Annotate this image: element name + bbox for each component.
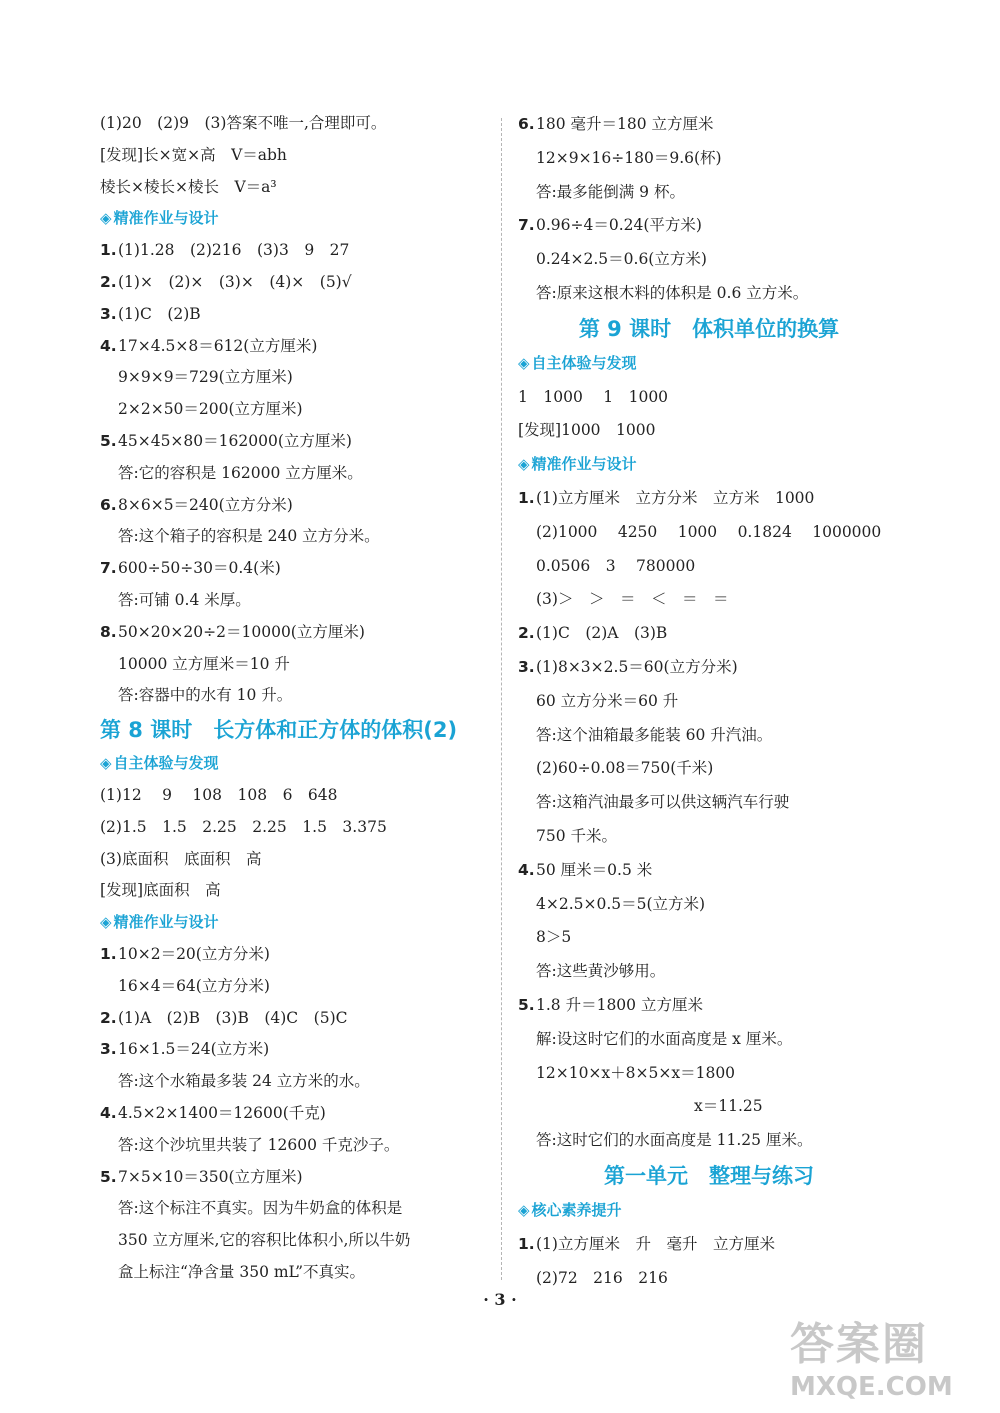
answer-item (100, 426, 495, 458)
item-text: (1)× (2)× (3)× (4)× (5)√ (118, 272, 352, 291)
right-column (518, 108, 900, 1295)
item-number: 2. (100, 272, 117, 291)
left-column (100, 108, 495, 1289)
answer-line: 答:原来这根木料的体积是 0.6 立方米。 (536, 283, 809, 302)
item-number: 7. (100, 559, 117, 578)
answer-line: x＝11.25 (694, 1097, 763, 1116)
page-number: · 3 · (483, 1290, 517, 1309)
item-number: 2. (518, 624, 535, 643)
item-text: 7×5×10＝350(立方厘米) (118, 1167, 303, 1186)
watermark-title: 答案圈 (790, 1319, 928, 1370)
answer-line: 盒上标注“净含量 350 mL”不真实。 (118, 1262, 366, 1281)
answer-item (100, 553, 495, 585)
item-text: 1.8 升＝1800 立方厘米 (536, 995, 703, 1014)
diamond-icon: ◈ (100, 754, 112, 773)
answer-item (100, 1003, 495, 1035)
answer-line: 1 1000 1 1000 (518, 387, 669, 406)
lesson-heading: 第 8 课时 长方体和正方体的体积(2) (100, 718, 458, 743)
answer-line: 答:它的容积是 162000 立方厘米。 (118, 463, 363, 482)
answer-item (518, 209, 900, 243)
item-text: 10×2＝20(立方分米) (118, 944, 270, 963)
section-title: 自主体验与发现 (531, 353, 637, 372)
answer-line: 答:这个箱子的容积是 240 立方分米。 (118, 527, 380, 546)
answer-line: 2×2×50＝200(立方厘米) (118, 400, 303, 419)
item-number: 6. (518, 115, 535, 133)
item-number: 6. (100, 495, 117, 514)
item-text: 600÷50÷30＝0.4(米) (118, 559, 281, 578)
answer-line: (2)60÷0.08＝750(千米) (536, 759, 714, 778)
answer-line: 8＞5 (536, 928, 572, 947)
lesson-heading: 第 9 课时 体积单位的换算 (578, 316, 840, 341)
answer-item (100, 267, 495, 299)
section-heading (518, 448, 900, 482)
section-title: 精准作业与设计 (113, 209, 219, 228)
diamond-icon: ◈ (518, 353, 530, 372)
watermark-logo (790, 1318, 990, 1408)
answer-item (100, 617, 495, 649)
answer-line: 10000 立方厘米＝10 升 (118, 654, 290, 673)
answer-item (100, 1098, 495, 1130)
item-text: 8×6×5＝240(立方分米) (118, 495, 293, 514)
answer-line: 答:容器中的水有 10 升。 (118, 686, 293, 705)
item-text: (1)1.28 (2)216 (3)3 9 27 (118, 241, 350, 260)
item-text: 50 厘米＝0.5 米 (536, 860, 653, 879)
section-heading (100, 748, 495, 780)
diamond-icon: ◈ (518, 1200, 530, 1219)
diamond-icon: ◈ (100, 913, 112, 932)
answer-line: [发现]底面积 高 (100, 881, 221, 900)
answer-item (100, 1162, 495, 1194)
item-text: 16×1.5＝24(立方米) (118, 1040, 270, 1059)
section-title: 自主体验与发现 (113, 754, 219, 773)
answer-line: 答:这时它们的水面高度是 11.25 厘米。 (536, 1131, 813, 1150)
section-title: 核心素养提升 (531, 1200, 622, 1219)
answer-line: (2)1.5 1.5 2.25 2.25 1.5 3.375 (100, 817, 387, 836)
item-text: (1)C (2)B (118, 304, 201, 323)
answer-item (100, 490, 495, 522)
answer-item (518, 854, 900, 888)
answer-item (518, 617, 900, 651)
answer-line: (3)底面积 底面积 高 (100, 849, 262, 868)
section-title: 精准作业与设计 (531, 455, 637, 474)
item-number: 4. (100, 336, 117, 355)
answer-line: 答:这个水箱最多装 24 立方米的水。 (118, 1072, 370, 1091)
watermark-url: MXQE.COM (790, 1372, 953, 1402)
section-heading (518, 1194, 900, 1228)
item-text: 180 毫升＝180 立方厘米 (536, 115, 714, 133)
item-number: 3. (100, 304, 117, 323)
item-number: 8. (100, 622, 117, 641)
item-number: 5. (518, 995, 535, 1014)
answer-line: 棱长×棱长×棱长 V＝a³ (100, 177, 277, 196)
item-number: 5. (100, 431, 117, 450)
answer-line: 答:最多能倒满 9 杯。 (536, 182, 685, 201)
item-text: 4.5×2×1400＝12600(千克) (118, 1103, 326, 1122)
answer-line: [发现]1000 1000 (518, 421, 656, 440)
answer-item (518, 1228, 900, 1262)
item-number: 3. (518, 657, 535, 676)
answer-item (100, 939, 495, 971)
answer-line: 答:这个沙坑里共装了 12600 千克沙子。 (118, 1135, 400, 1154)
item-number: 5. (100, 1167, 117, 1186)
item-number: 2. (100, 1008, 117, 1027)
answer-line: (2)72 216 216 (536, 1268, 668, 1287)
item-text: 17×4.5×8＝612(立方厘米) (118, 336, 318, 355)
answer-line: 12×9×16÷180＝9.6(杯) (536, 148, 722, 167)
answer-line: (3)＞ ＞ ＝ ＜ ＝ ＝ (536, 590, 729, 609)
answer-line: 350 立方厘米,它的容积比体积小,所以牛奶 (118, 1231, 411, 1250)
answer-line: 750 千米。 (536, 826, 618, 845)
answer-item (100, 299, 495, 331)
answer-line: (1)20 (2)9 (3)答案不唯一,合理即可。 (100, 114, 387, 132)
answer-line: (1)12 9 108 108 6 648 (100, 785, 338, 804)
answer-item (100, 331, 495, 363)
answer-line: 12×10×x＋8×5×x＝1800 (536, 1063, 736, 1082)
answer-line: [发现]长×宽×高 V＝abh (100, 145, 287, 164)
section-title: 精准作业与设计 (113, 913, 219, 932)
answer-line: 答:这个标注不真实。因为牛奶盒的体积是 (118, 1199, 403, 1218)
answer-item (518, 989, 900, 1023)
item-number: 7. (518, 216, 535, 235)
lesson-heading: 第一单元 整理与练习 (604, 1163, 814, 1188)
answer-item (518, 108, 900, 142)
item-number: 3. (100, 1040, 117, 1059)
column-divider (501, 118, 502, 1280)
item-number: 4. (518, 860, 535, 879)
item-text: (1)立方厘米 升 毫升 立方厘米 (536, 1234, 775, 1253)
section-heading (518, 347, 900, 381)
answer-line: (2)1000 4250 1000 0.1824 1000000 (536, 522, 882, 541)
section-heading (100, 203, 495, 235)
answer-item (518, 482, 900, 516)
answer-line: 16×4＝64(立方分米) (118, 976, 270, 995)
item-number: 4. (100, 1103, 117, 1122)
answer-line: 答:这箱汽油最多可以供这辆汽车行驶 (536, 793, 790, 812)
answer-line: 解:设这时它们的水面高度是 x 厘米。 (536, 1029, 793, 1048)
answer-line: 0.0506 3 780000 (536, 556, 696, 575)
answer-line: 答:可铺 0.4 米厚。 (118, 590, 251, 609)
item-text: 45×45×80＝162000(立方厘米) (118, 431, 352, 450)
item-number: 1. (100, 241, 117, 260)
answer-item (100, 235, 495, 267)
answer-line: 60 立方分米＝60 升 (536, 691, 679, 710)
answer-item (518, 651, 900, 685)
section-heading (100, 907, 495, 939)
item-number: 1. (100, 944, 117, 963)
answer-line: 9×9×9＝729(立方厘米) (118, 368, 293, 387)
item-number: 1. (518, 1234, 535, 1253)
answer-line: 4×2.5×0.5＝5(立方米) (536, 894, 706, 913)
item-text: (1)C (2)A (3)B (536, 624, 668, 643)
diamond-icon: ◈ (100, 209, 112, 228)
answer-line: 答:这个油箱最多能装 60 升汽油。 (536, 725, 773, 744)
answer-item (100, 1034, 495, 1066)
diamond-icon: ◈ (518, 455, 530, 474)
item-text: 50×20×20÷2＝10000(立方厘米) (118, 622, 365, 641)
item-text: 0.96÷4＝0.24(平方米) (536, 216, 702, 235)
item-number: 1. (518, 488, 535, 507)
item-text: (1)立方厘米 立方分米 立方米 1000 (536, 488, 815, 507)
item-text: (1)8×3×2.5＝60(立方分米) (536, 657, 738, 676)
item-text: (1)A (2)B (3)B (4)C (5)C (118, 1008, 348, 1027)
answer-line: 答:这些黄沙够用。 (536, 962, 666, 981)
answer-line: 0.24×2.5＝0.6(立方米) (536, 250, 707, 269)
